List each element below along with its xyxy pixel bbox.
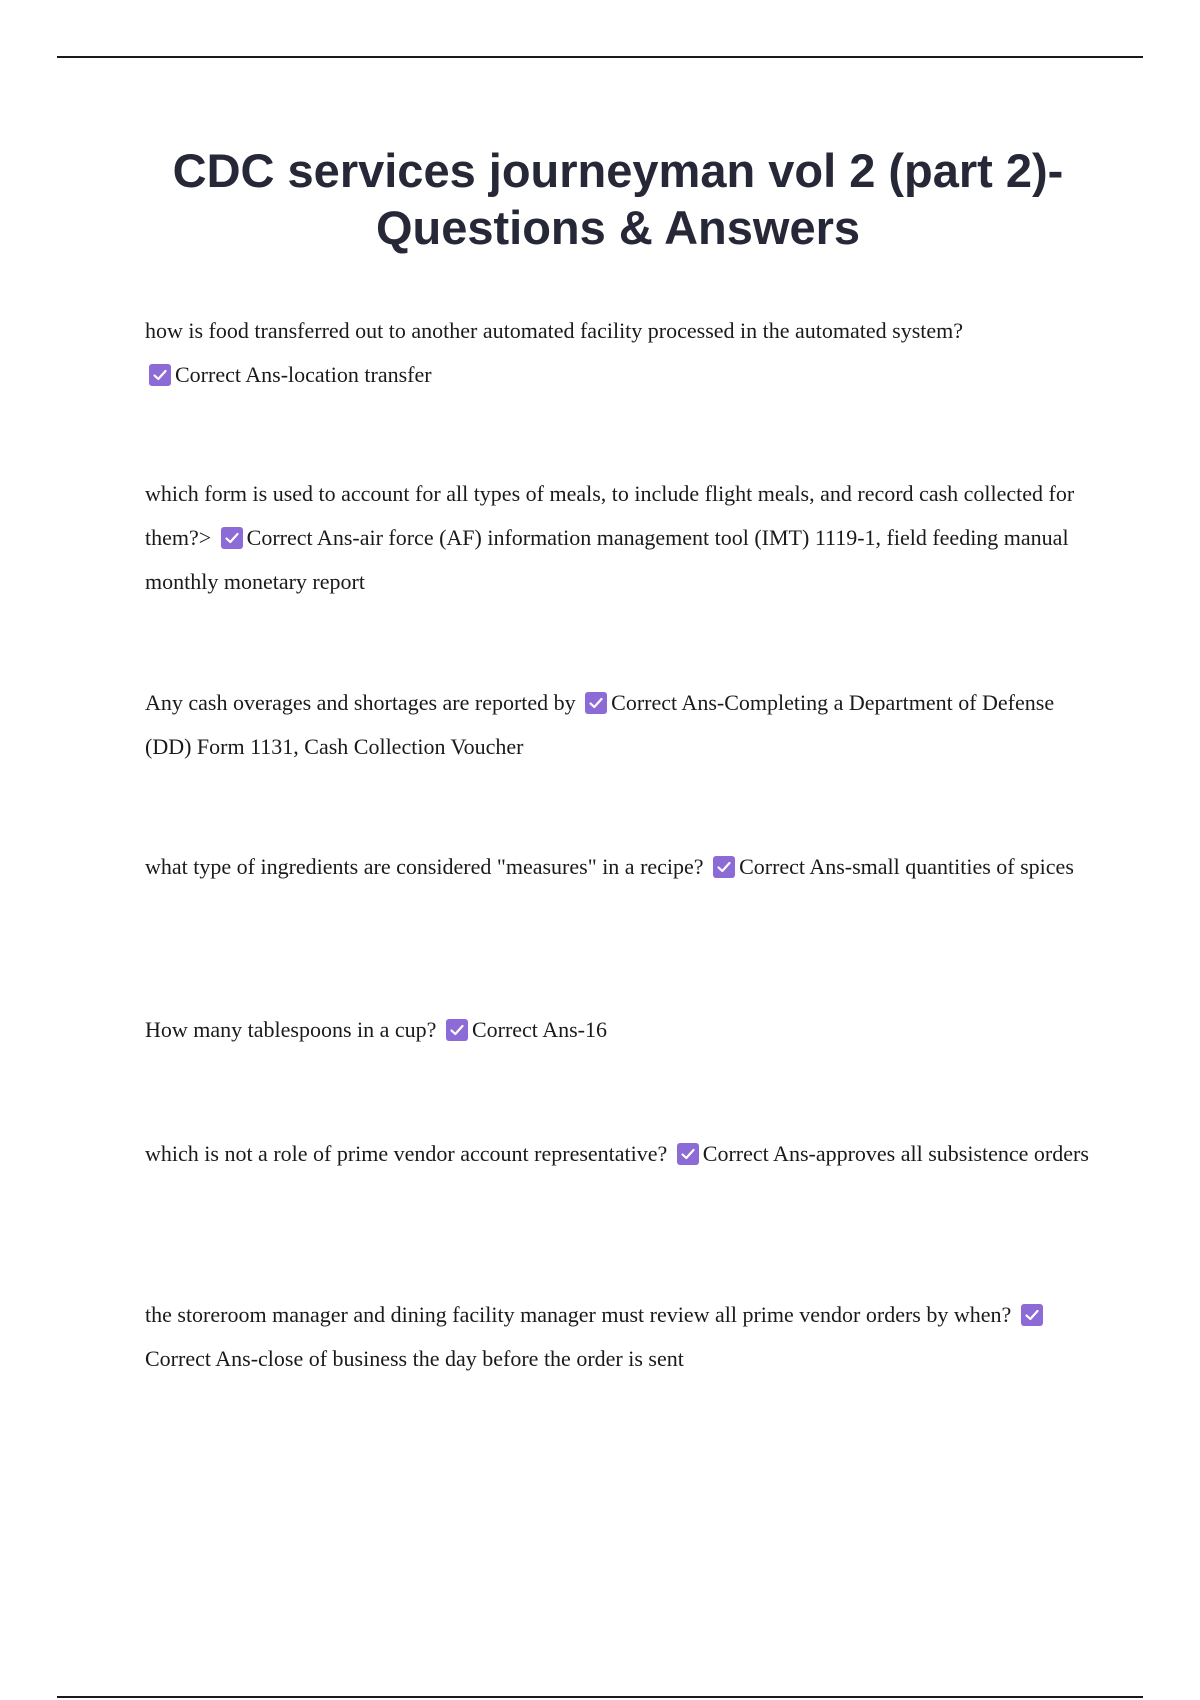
qa-item-3	[145, 681, 1090, 769]
top-rule	[57, 56, 1143, 58]
question-text: which form is used to account for all types of meals, to include flight meals, and record cash collected for them?>	[145, 481, 1075, 550]
bottom-rule	[57, 1696, 1143, 1698]
check-box-icon	[713, 856, 735, 878]
qa-item-5	[145, 1008, 1090, 1052]
question-text: what type of ingredients are considered "measures" in a recipe?	[145, 854, 704, 879]
check-box-icon	[221, 527, 243, 549]
document-title: CDC services journeyman vol 2 (part 2)- Questions & Answers	[172, 144, 1064, 254]
answer-text: Correct Ans-small quantities of spices	[739, 854, 1074, 879]
question-text: how is food transferred out to another automated facility processed in the automated system?	[145, 318, 964, 343]
qa-item-7	[145, 1293, 1090, 1381]
answer-text: Correct Ans-Completing a Department of Defense (DD) Form 1131, Cash Collection Voucher	[145, 690, 1055, 759]
answer-text: Correct Ans-close of business the day before the order is sent	[145, 1346, 684, 1371]
qa-item-4	[145, 845, 1090, 889]
question-text: How many tablespoons in a cup?	[145, 1017, 437, 1042]
answer-text: Correct Ans-16	[471, 1017, 607, 1042]
question-text: Any cash overages and shortages are reported by	[145, 690, 576, 715]
qa-item-2	[145, 472, 1090, 604]
check-box-icon	[677, 1143, 699, 1165]
qa-item-6	[145, 1132, 1090, 1176]
question-text: the storeroom manager and dining facility manager must review all prime vendor orders by when?	[145, 1302, 1012, 1327]
answer-text: Correct Ans-air force (AF) information management tool (IMT) 1119-1, field feeding manual monthly monetary report	[145, 525, 1069, 594]
question-text: which is not a role of prime vendor account representative?	[145, 1141, 668, 1166]
check-box-icon	[149, 364, 171, 386]
answer-text: Correct Ans-location transfer	[175, 362, 432, 387]
check-box-icon	[585, 692, 607, 714]
check-box-icon	[1021, 1304, 1043, 1326]
check-box-icon	[446, 1019, 468, 1041]
qa-item-1	[145, 309, 1090, 397]
answer-text: Correct Ans-approves all subsistence orders	[702, 1141, 1089, 1166]
